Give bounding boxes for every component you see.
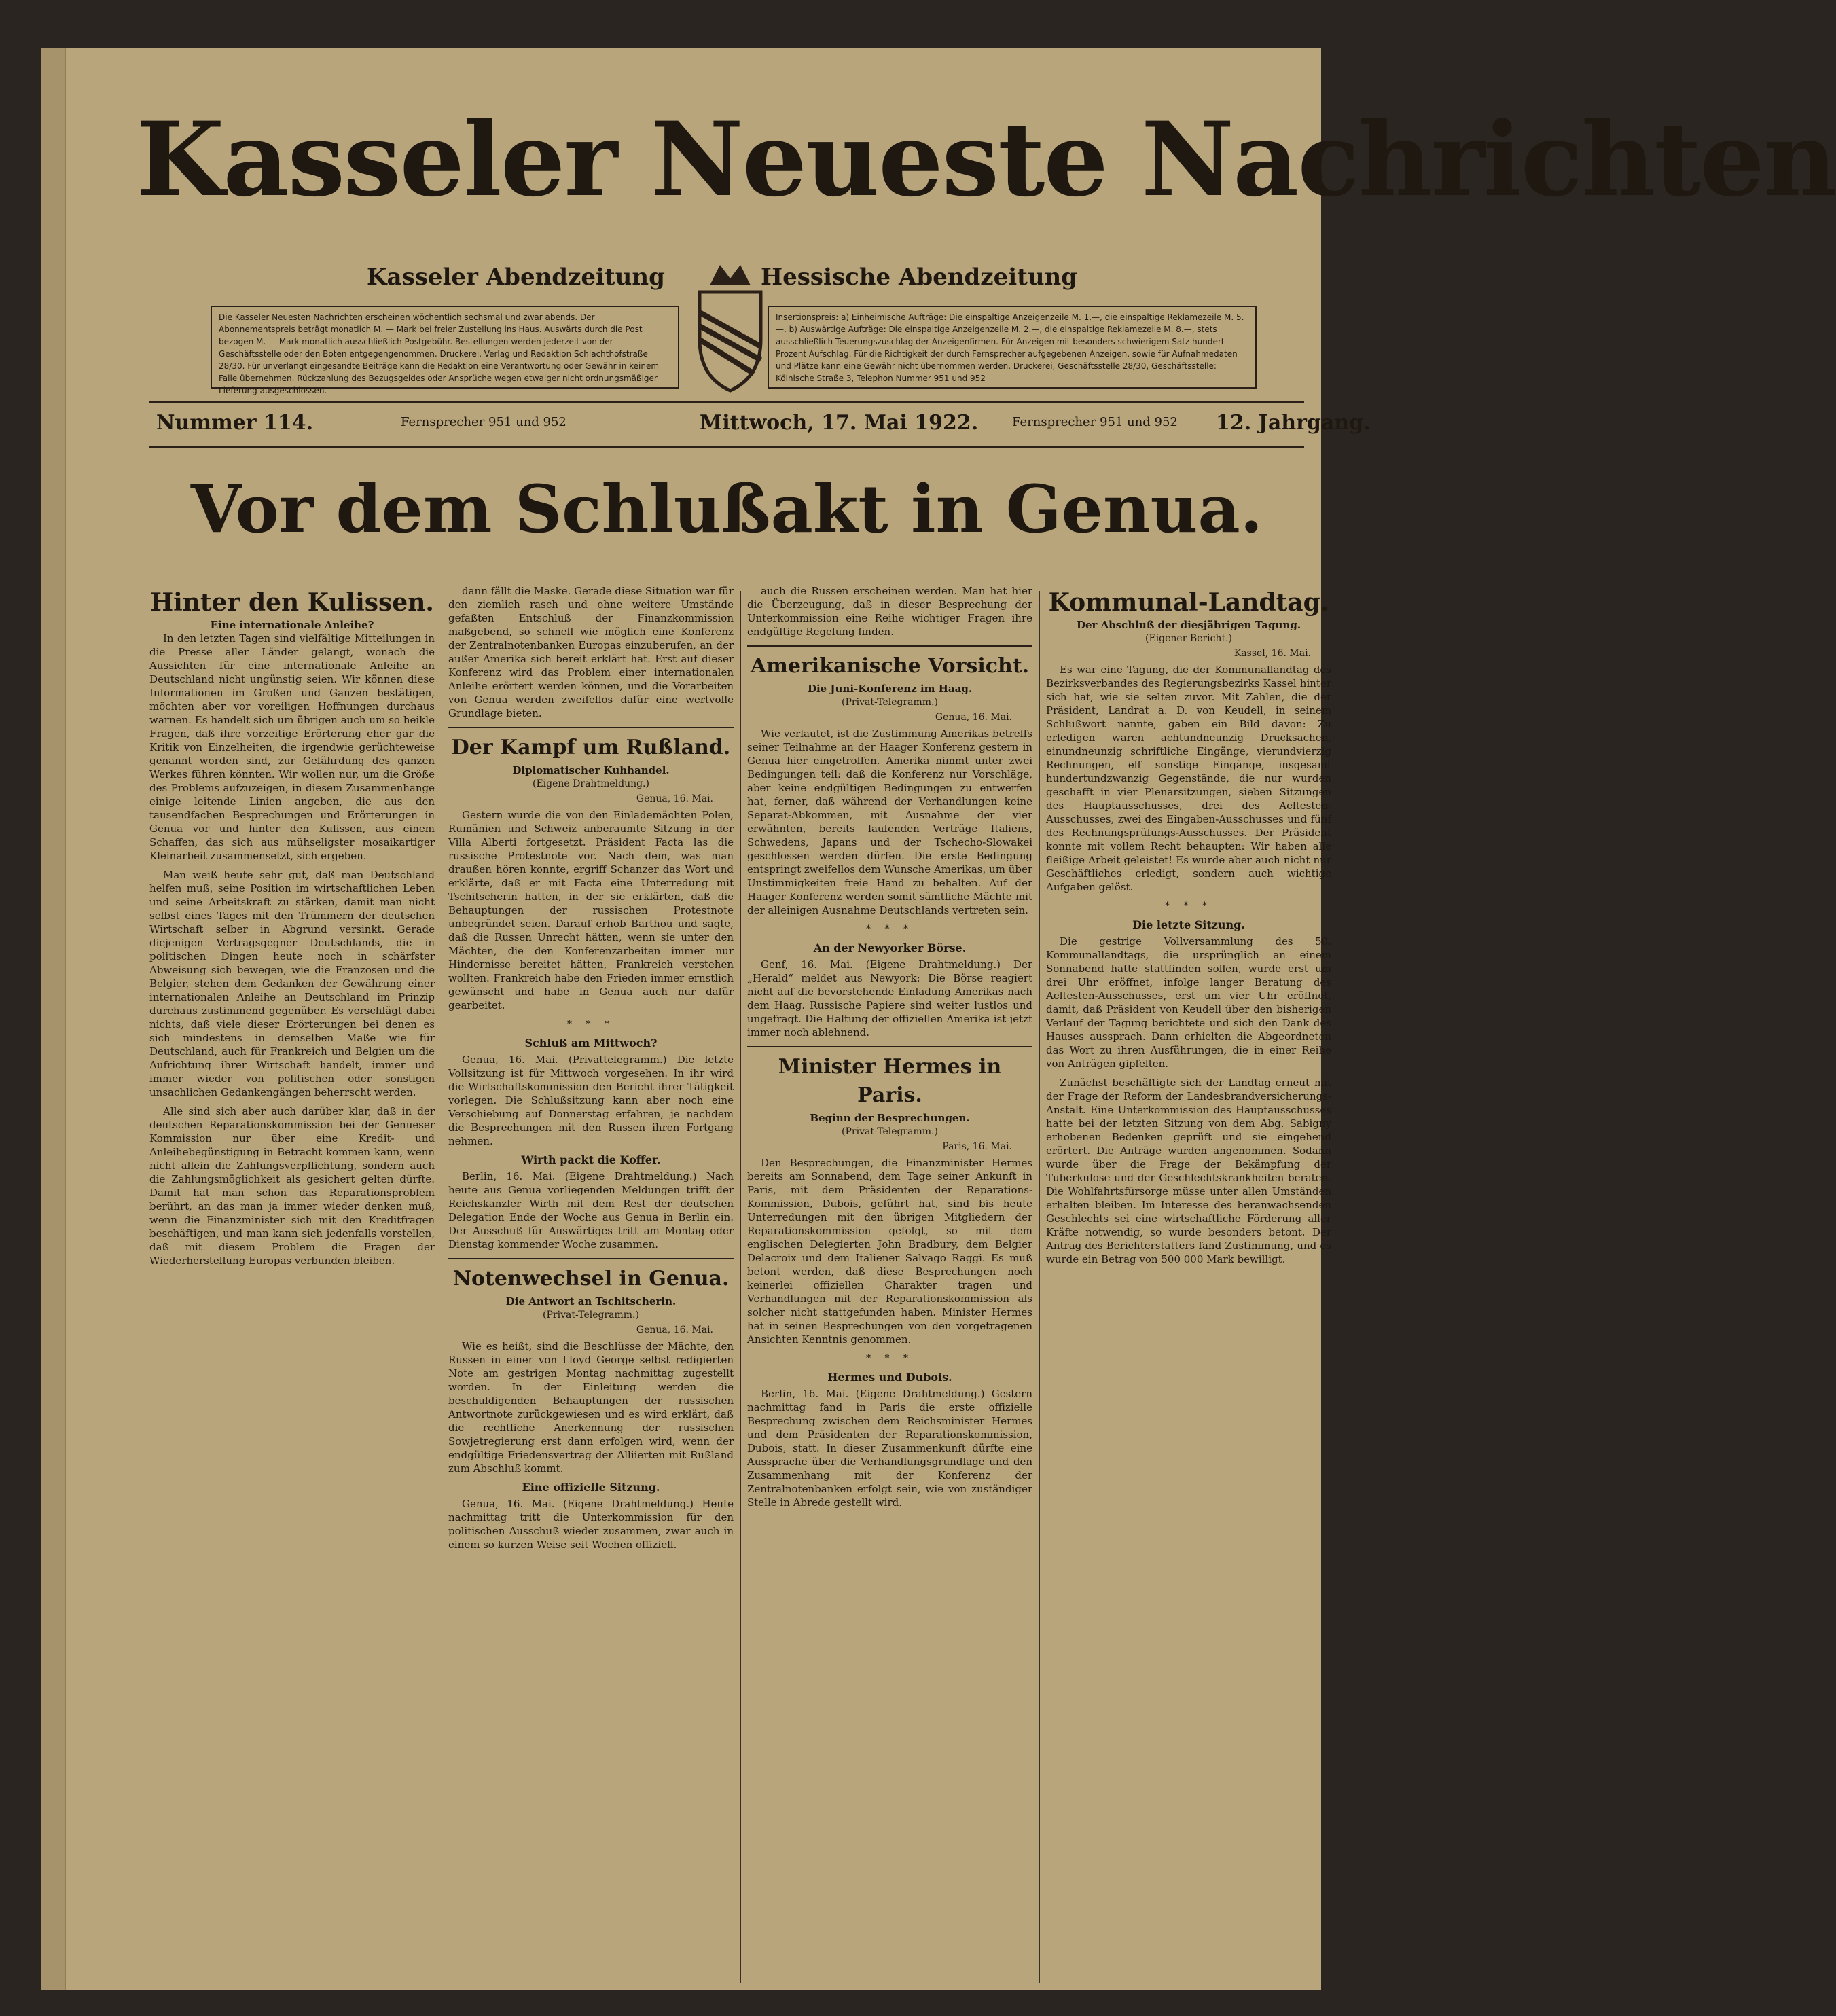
column-rule (740, 591, 741, 1983)
section-title: Schluß am Mittwoch? (524, 1037, 658, 1049)
advertising-notice: Insertionspreis: a) Einheimische Aufträge: Die einspaltige Anzeigenzeile M. 1.—, die einspaltige Reklamezeile M. 5.—. b) Auswärtige Aufträge: Die einspaltige Anzeigenzeile M. 2.—, die einspaltige Reklamezeile M. 8.—, stets ausschließlich Teuerungszuschlag der Anzeigenfirmen. Für Anzeigen mit besonders schwierigem Satz hundert Prozent Aufschlag. Für die Richtigkeit der durch Fernsprecher aufgegebenen Anzeigen, sowie für Aufnahmedaten und Plätze kann eine Gewähr nicht übernommen werden. Druckerei, Geschäftsstelle 28/30, Geschäftsstelle: Kölnische Straße 3, Telephon Nummer 951 und 952 (768, 306, 1257, 389)
volume-year: 12. Jahrgang. (1216, 411, 1371, 435)
article-source: (Eigener Bericht.) (1145, 633, 1232, 644)
page-fold (41, 48, 66, 1990)
article-paragraph: Genua, 16. Mai. (Eigene Drahtmeldung.) Heute nachmittag tritt die Unterkommission für den politischen Ausschuß wieder zusammen, zwar auch in einem so kurzen Weise seit Wochen offiziell. (448, 1498, 734, 1551)
article-subtitle: Diplomatischer Kuhhandel. (512, 764, 670, 776)
section-title: An der Newyorker Börse. (813, 941, 967, 954)
separator: * * * (567, 1019, 615, 1030)
column-rule (1039, 591, 1040, 1983)
section-title: Hermes und Dubois. (827, 1371, 952, 1384)
main-headline: Vor dem Schlußakt in Genua. (190, 471, 1263, 547)
column-2 (448, 584, 734, 1983)
column-4 (1046, 584, 1331, 1983)
masthead-title: Kasseler Neueste Nachrichten (136, 100, 1836, 219)
column-3 (747, 584, 1032, 1983)
column-1 (149, 584, 435, 1983)
separator: * * * (1165, 901, 1212, 912)
coat-of-arms-icon (686, 258, 774, 394)
article-paragraph: Genf, 16. Mai. (Eigene Drahtmeldung.) Der „Herald“ meldet aus Newyork: Die Börse reagiert nicht auf die bevorstehende Einladung Amerikas nach dem Haag. Russische Papiere sind weiter lustlos und ungefragt. Die Haltung der offiziellen Amerika ist jetzt immer noch ablehnend. (747, 958, 1032, 1039)
article-title: Notenwechsel in Genua. (448, 1258, 734, 1293)
article-dateline: Kassel, 16. Mai. (1234, 648, 1311, 659)
phone-left: Fernsprecher 951 und 952 (401, 415, 566, 429)
article-paragraph: Es war eine Tagung, die der Kommunallandtag des Bezirksverbandes des Regierungsbezirks Kassel hinter sich hat, wie sie selten zuvor. Mit Zahlen, die der Präsident, Landrat a. D. von Keudell, in seinem Schlußwort nannte, gaben ein Bild davon: Zu erledigen waren achtundneunzig Drucksachen, einundneunzig schriftliche Eingänge, vierundvierzig Rechnungen, elf sonstige Eingänge, insgesamt hundertundzwanzig Gegenstände, die nur wurden geschafft in vier Plenarsitzungen, sieben Sitzungen des Hauptausschusses, drei des Aeltesten-Ausschusses, zwei des Eingaben-Ausschusses und fünf des Rechnungsprüfungs-Ausschusses. Der Präsident konnte mit vollem Recht behaupten: Wir haben alle fleißige Arbeit geleistet! Es wurde aber auch nicht nur Geschäftliches erledigt, sondern auch wichtige Aufgaben gelöst. (1046, 664, 1331, 893)
article-title: Minister Hermes in Paris. (747, 1046, 1032, 1110)
issue-number: Nummer 114. (156, 411, 314, 435)
separator: * * * (866, 924, 914, 935)
article-subtitle: Beginn der Besprechungen. (810, 1112, 970, 1124)
article-paragraph: auch die Russen erscheinen werden. Man hat hier die Überzeugung, daß in dieser Besprechung der Unterkommission eine Reihe wichtiger Fragen ihre endgültige Regelung finden. (747, 585, 1032, 638)
subtitle-right: Hessische Abendzeitung (761, 264, 1078, 291)
separator: * * * (866, 1353, 914, 1364)
subscription-notice: Die Kasseler Neuesten Nachrichten erscheinen wöchentlich sechsmal und zwar abends. Der Abonnementspreis beträgt monatlich M. — Mark bei freier Zustellung ins Haus. Auswärts durch die Post bezogen M. — Mark monatlich ausschließlich Postgebühr. Bestellungen werden jederzeit von der Geschäftsstelle oder den Boten entgegengenommen. Druckerei, Verlag und Redaktion Schlachthofstraße 28/30. Für unverlangt eingesandte Beiträge kann die Redaktion eine Verantwortung oder Gewähr in keinem Falle übernehmen. Rückzahlung des Bezugsgeldes oder Ansprüche wegen etwaiger nicht ordnungsmäßiger Lieferung ausgeschlossen. (211, 306, 679, 389)
article-paragraph: Die gestrige Vollversammlung des 50. Kommunallandtags, die ursprünglich an einem Sonnabend hatte stattfinden sollen, wurde erst um drei Uhr eröffnet, infolge langer Beratung des Aeltesten-Ausschusses, erst um vier Uhr eröffnet, damit, daß Präsident von Keudell über den bisherigen Verlauf der Tagung berichtete und sich den Dank des Hauses aussprach. Dann erhielten die Abgeordneten das Wort zu ihren Ausführungen, die in einer Reihe von Anträgen gipfelten. (1046, 935, 1331, 1070)
article-source: (Privat-Telegramm.) (842, 1126, 938, 1137)
section-title: Wirth packt die Koffer. (521, 1153, 661, 1166)
article-subtitle: Die Antwort an Tschitscherin. (505, 1295, 677, 1308)
article-paragraph: In den letzten Tagen sind vielfältige Mitteilungen in die Presse aller Länder gelangt, wonach die Aussichten für eine internationale Anleihe an Deutschland nicht ungünstig seien. Wir können diese Informationen im Großen und Ganzen bestätigen, möchten aber vor voreiligen Hoffnungen durchaus warnen. Es handelt sich um übrigen auch um so heikle Fragen, daß ihre vorzeitige Erörterung eher gar die Kritik von Einzelheiten, die irgendwie gerüchteweise genannt worden sind, zur Gefährdung des ganzen Werkes führen könnten. Wir wollen nur, um die Größe des Problems aufzuzeigen, in diesem Zusammenhange einige leitende Linien angeben, die aus den tausendfachen Besprechungen und Erörterungen in Genua vor und hinter den Kulissen, aus einem Schaffen, das sich aus mühseligster mosaikartiger Kleinarbeit zusammensetzt, sich ergeben. (149, 632, 435, 862)
dateline-bar (149, 401, 1371, 448)
article-dateline: Genua, 16. Mai. (636, 1325, 713, 1335)
article-title: Kommunal-Landtag. (1048, 588, 1329, 617)
newspaper-page (41, 48, 1836, 1990)
article-paragraph: Berlin, 16. Mai. (Eigene Drahtmeldung.) Gestern nachmittag fand in Paris die erste offizielle Besprechung zwischen dem Reichsminister Hermes und dem Präsidenten der Reparationskommission, Dubois, statt. In dieser Zusammenkunft dürfte eine Aussprache über die Verhandlungsgrundlage und den Zusammenhang mit der Konferenz der Zentralnotenbanken erfolgt sein, wie von zuständiger Stelle in Abrede gestellt wird. (747, 1388, 1032, 1509)
article-subtitle: Die Juni-Konferenz im Haag. (807, 683, 973, 695)
article-paragraph: Zunächst beschäftigte sich der Landtag erneut mit der Frage der Reform der Landesbrandversicherungs-Anstalt. Eine Unterkommission des Hauptausschusses hatte bei der letzten Sitzung von dem Abg. Sabigny erhobenen Bedenken geprüft und sie eingehend erörtert. Die Anträge wurden angenommen. Sodann wurde über die Frage der Bekämpfung der Tuberkulose und der Geschlechtskrankheiten beraten. Die Wohlfahrtsfürsorge müsse unter allen Umständen erhalten bleiben. Im Interesse des heranwachsenden Geschlechts sei eine wirtschaftliche Förderung aller Kräfte notwendig, so wurde besonders betont. Der Antrag des Berichterstatters fand Zustimmung, und es wurde ein Betrag von 500 000 Mark bewilligt. (1046, 1077, 1331, 1265)
article-paragraph: Gestern wurde die von den Einlademächten Polen, Rumänien und Schweiz anberaumte Sitzung in der Villa Alberti fortgesetzt. Präsident Facta las die russische Protestnote vor. Nach dem, was man draußen hören konnte, ergriff Schanzer das Wort und erklärte, daß er mit Facta eine Unterredung mit Tschitscherin hatten, in der sie erklärten, daß die Behauptungen der russischen Protestnote unbegründet seien. Darauf erhob Barthou und sagte, daß die Russen Unrecht hätten, wenn sie unter den Mächten, die den Konferenzarbeiten immer nur Hindernisse bereitet hätten, Frankreich verstehen wollten. Frankreich habe den Frieden immer ernstlich gewünscht und habe in Genua auch nur dafür gearbeitet. (448, 809, 734, 1011)
article-subtitle: Eine internationale Anleihe? (210, 619, 374, 631)
article-paragraph: dann fällt die Maske. Gerade diese Situation war für den ziemlich rasch und ohne weitere Umstände gefaßten Entschluß der Finanzkommission maßgebend, so schnell wie möglich eine Konferenz der Zentralnotenbanken Europas einzuberufen, an der außer Amerika sich bereit erklärt hat. Erst auf dieser Konferenz wird das Problem einer internationalen Anleihe erörtert werden können, und die Vorarbeiten von Genua werden zweifellos dafür eine wertvolle Grundlage bieten. (448, 585, 734, 719)
article-title: Amerikanische Vorsicht. (747, 645, 1032, 681)
article-source: (Privat-Telegramm.) (842, 697, 938, 708)
article-dateline: Genua, 16. Mai. (935, 712, 1012, 723)
article-subtitle: Der Abschluß der diesjährigen Tagung. (1076, 619, 1301, 631)
article-source: (Privat-Telegramm.) (543, 1310, 639, 1320)
article-dateline: Genua, 16. Mai. (636, 793, 713, 804)
article-paragraph: Man weiß heute sehr gut, daß man Deutschland helfen muß, seine Position im wirtschaftlichen Leben und seine Arbeitskraft zu stärken, damit man nicht selbst eines Tages mit den Trümmern der deutschen Wirtschaft selber in Abgrund versinkt. Gerade diejenigen Vertragsgegner Deutschlands, die in politischen Dingen heute noch in schärfster Abweisung sich bewegen, wie die Franzosen und die Belgier, stehen dem Gedanken der Gewährung einer internationalen Anleihe an Deutschland im Prinzip durchaus zustimmend gegenüber. Es verschlägt dabei nichts, daß viele dieser Erörterungen bei denen es sich mindestens in demselben Maße wie für Deutschland, auch für Frankreich und Belgien um die Aufrichtung ihrer Wirtschaft handelt, immer und immer wieder von politischen oder sonstigen unsachlichen Gedankengängen beherrscht werden. (149, 869, 435, 1098)
section-title: Eine offizielle Sitzung. (522, 1481, 660, 1494)
subtitle-left: Kasseler Abendzeitung (367, 264, 665, 291)
phone-right: Fernsprecher 951 und 952 (1012, 415, 1178, 429)
article-paragraph: Alle sind sich aber auch darüber klar, daß in der deutschen Reparationskommission bei der Genueser Kommission nur über eine Kredit- und Anleihebegünstigung in Betracht kommen kann, wenn nicht allein die Zahlungsverpflichtung, sondern auch die Zahlungsmöglichkeit als gesichert gelten dürfte. Damit hat man schon das Reparationsproblem berührt, an das man ja immer wieder denken muß, wenn die Finanzminister sich mit den Kreditfragen beschäftigen, und man kann sich jedenfalls vorstellen, daß mit diesem Problem die Fragen der Wiederherstellung Europas verbunden bleiben. (149, 1105, 435, 1267)
section-title: Die letzte Sitzung. (1132, 918, 1245, 931)
article-source: (Eigene Drahtmeldung.) (533, 778, 649, 789)
issue-date: Mittwoch, 17. Mai 1922. (700, 411, 979, 435)
article-title: Der Kampf um Rußland. (448, 727, 734, 762)
article-dateline: Paris, 16. Mai. (942, 1141, 1012, 1152)
article-title: Hinter den Kulissen. (150, 588, 434, 617)
article-paragraph: Genua, 16. Mai. (Privattelegramm.) Die letzte Vollsitzung ist für Mittwoch vorgesehen. In ihr wird die Wirtschaftskommission den Bericht ihrer Tätigkeit vorlegen. Die Schlußsitzung kann aber noch eine Verschiebung auf Donnerstag erfahren, je nachdem die Besprechungen mit den Russen ihren Fortgang nehmen. (448, 1054, 734, 1147)
article-paragraph: Wie verlautet, ist die Zustimmung Amerikas betreffs seiner Teilnahme an der Haager Konferenz gestern in Genua hier eingetroffen. Amerika nimmt unter zwei Bedingungen teil: daß die Konferenz nur Vorschläge, aber keine endgültigen Bedingungen zu entwerfen hat, ferner, daß während der Verhandlungen keine Separat-Abkommen, mit Ausnahme der vier erwähnten, bereits laufenden Verträge Italiens, Schwedens, Japans und der Tschecho-Slowakei geschlossen werden dürfen. Die erste Bedingung entspringt zweifellos dem Wunsche Amerikas, um über Unstimmigkeiten freie Hand zu behalten. Auf der Haager Konferenz werden somit sämtliche Mächte mit der alleinigen Ausnahme Deutschlands vertreten sein. (747, 727, 1032, 916)
article-paragraph: Wie es heißt, sind die Beschlüsse der Mächte, den Russen in einer von Lloyd George selbst redigierten Note am gestrigen Montag nachmittag zugestellt worden. In der Einleitung werden die beschuldigenden Behauptungen der russischen Antwortnote zurückgewiesen und es wird erklärt, daß die rechtliche Anerkennung der russischen Sowjetregierung erst dann erfolgen wird, wenn der endgültige Friedensvertrag der Alliierten mit Rußland zum Abschluß kommt. (448, 1340, 734, 1475)
article-paragraph: Den Besprechungen, die Finanzminister Hermes bereits am Sonnabend, dem Tage seiner Ankunft in Paris, mit dem Präsidenten der Reparations-Kommission, Dubois, geführt hat, sind bis heute Unterredungen mit den übrigen Mitgliedern der Reparationskommission gefolgt, so mit dem englischen Delegierten John Bradbury, dem Belgier Delacroix und dem Italiener Salvago Raggi. Es muß betont werden, daß diese Besprechungen noch keinerlei offiziellen Charakter tragen und Verhandlungen mit der Reparationskommission als solcher nicht stattgefunden haben. Minister Hermes hat in seinen Besprechungen von den vorgetragenen Ansichten Kenntnis genommen. (747, 1157, 1032, 1346)
article-paragraph: Berlin, 16. Mai. (Eigene Drahtmeldung.) Nach heute aus Genua vorliegenden Meldungen trifft der Reichskanzler Wirth mit dem Rest der deutschen Delegation Ende der Woche aus Genua in Berlin ein. Der Ausschuß für Auswärtiges tritt am Montag oder Dienstag kommender Woche zusammen. (448, 1170, 734, 1250)
